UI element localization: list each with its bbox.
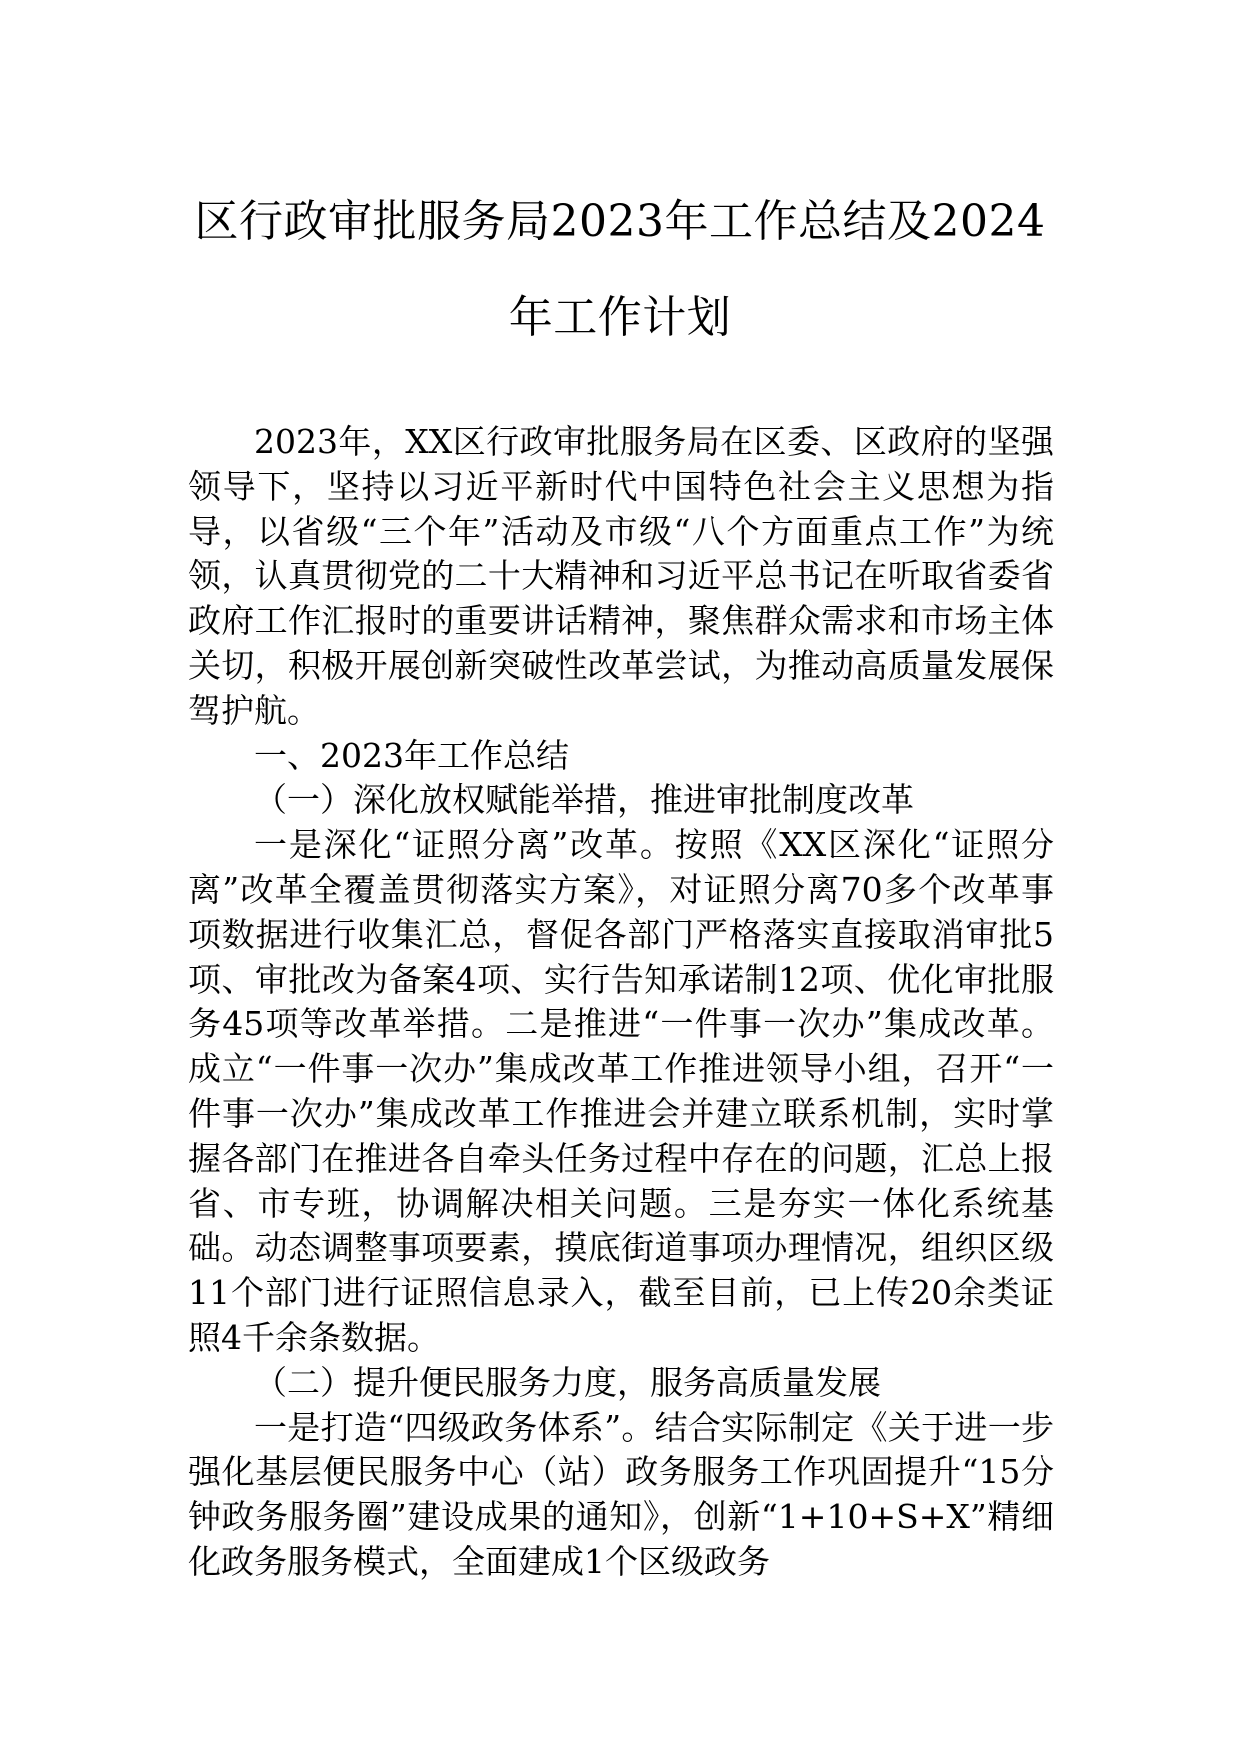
intro-paragraph: 2023年，XX区行政审批服务局在区委、区政府的坚强领导下，坚持以习近平新时代中国特色社会主义思想为指导，以省级“三个年”活动及市级“八个方面重点工作”为统领，认真贯彻党的二十大精神和习近平总书记在听取省委省政府工作汇报时的重要讲话精神，聚焦群众需求和市场主体关切，积极开展创新突破性改革尝试，为推动高质量发展保驾护航。: [188, 422, 1054, 730]
document-title-line-2: 年工作计划: [508, 292, 732, 343]
body-paragraph-1: 一是深化“证照分离”改革。按照《XX区深化“证照分离”改革全覆盖贯彻落实方案》，对证照分离70多个改革事项数据进行收集汇总，督促各部门严格落实直接取消审批5项、审批改为备案4项、实行告知承诺制12项、优化审批服务45项等改革举措。二是推进“一件事一次办”集成改革。成立“一件事一次办”集成改革工作推进领导小组，召开“一件事一次办”集成改革工作推进会并建立联系机制，实时掌握各部门在推进各自牵头任务过程中存在的问题，汇总上报省、市专班，协调解决相关问题。三是夯实一体化系统基础。动态调整事项要素，摸底街道事项办理情况，组织区级11个部门进行证照信息录入，截至目前，已上传20余类证照4千余条数据。: [188, 825, 1054, 1357]
body-paragraph-2: 一是打造“四级政务体系”。结合实际制定《关于进一步强化基层便民服务中心（站）政务服务工作巩固提升“15分钟政务服务圈”建设成果的通知》，创新“1+10+S+X”精细化政务服务模式，全面建成1个区级政务: [188, 1407, 1054, 1581]
subsection-heading-1: （一）深化放权赋能举措，推进审批制度改革: [254, 780, 914, 820]
section-heading-summary: 一、2023年工作总结: [254, 735, 569, 775]
document-title-line-1: 区行政审批服务局2023年工作总结及2024: [194, 196, 1046, 247]
subsection-heading-2: （二）提升便民服务力度，服务高质量发展: [254, 1362, 881, 1402]
document-body: [188, 420, 1054, 1585]
